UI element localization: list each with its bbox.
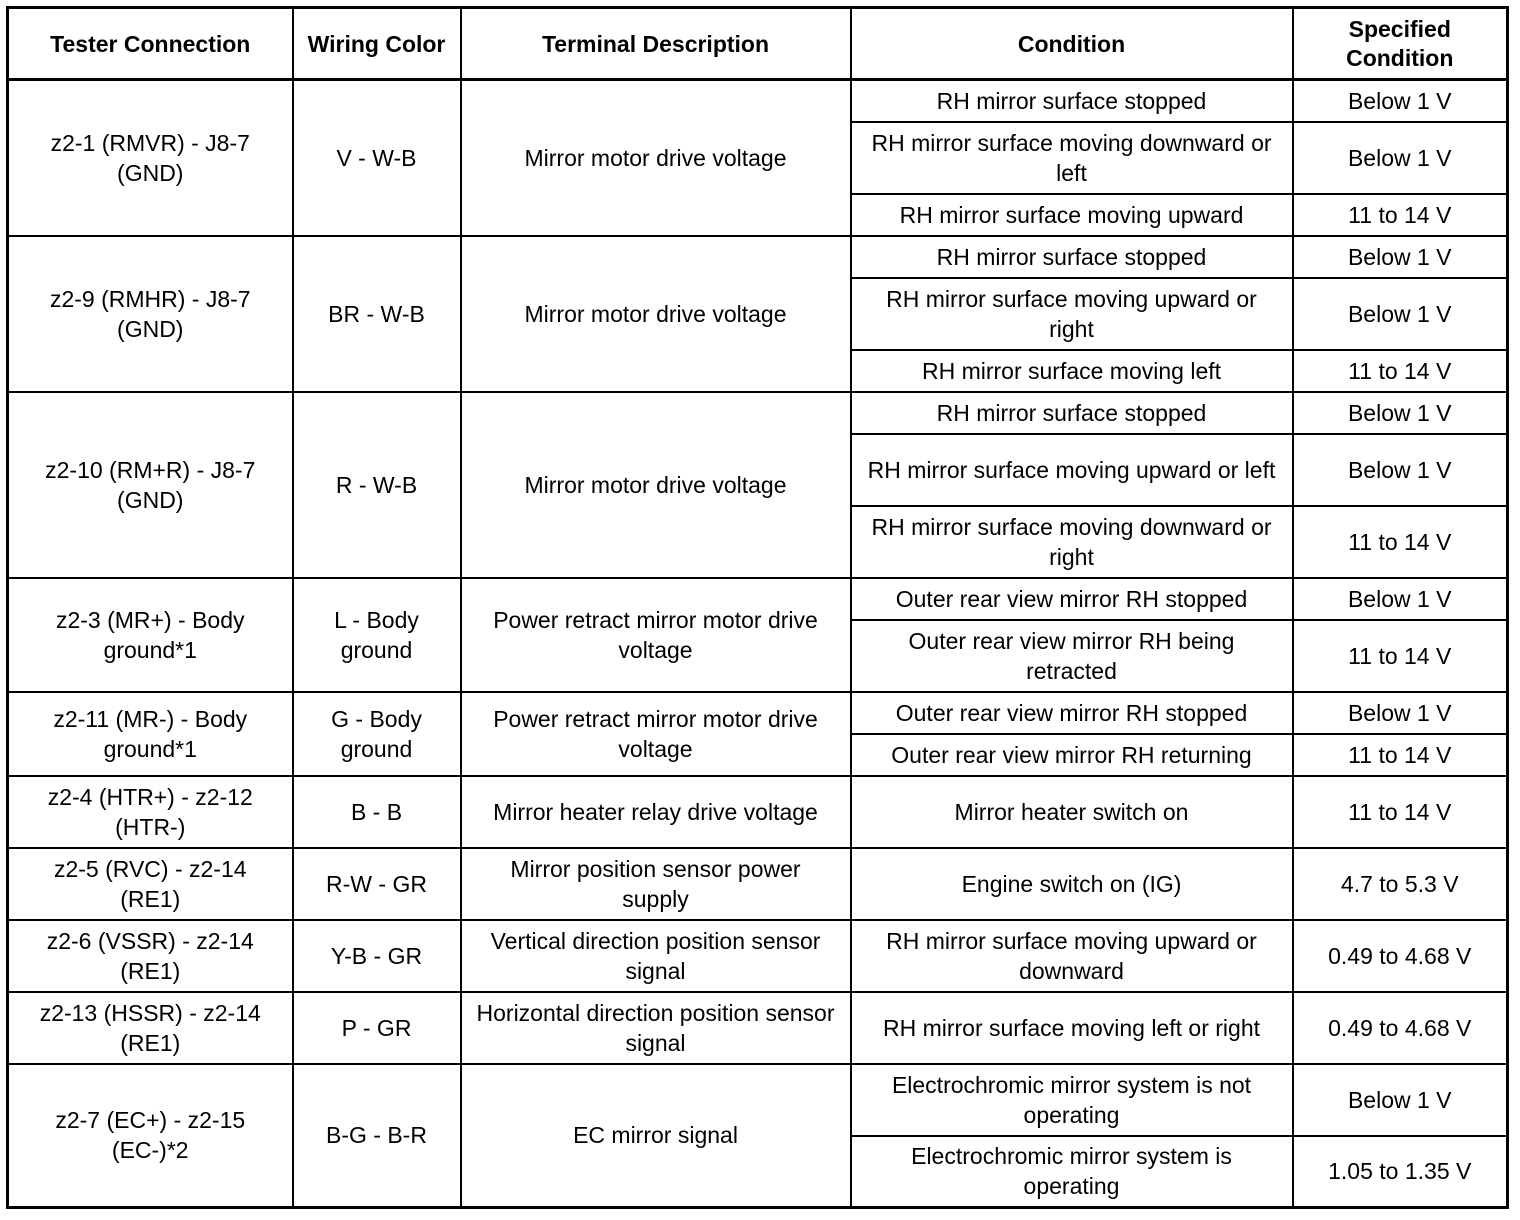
header-row <box>8 8 1508 80</box>
header-wiring-color: Wiring Color <box>293 8 461 80</box>
condition-cell: RH mirror surface moving left or right <box>851 992 1293 1064</box>
specified-condition-cell: Below 1 V <box>1293 578 1508 620</box>
terminal-description-cell: Power retract mirror motor drive voltage <box>461 692 851 776</box>
specified-condition-cell: 11 to 14 V <box>1293 350 1508 392</box>
table-row <box>8 992 1508 1064</box>
condition-cell: RH mirror surface stopped <box>851 392 1293 434</box>
header-tester-connection: Tester Connection <box>8 8 293 80</box>
condition-cell: RH mirror surface stopped <box>851 80 1293 122</box>
specified-condition-cell: 0.49 to 4.68 V <box>1293 992 1508 1064</box>
table-row <box>8 80 1508 122</box>
condition-cell: Outer rear view mirror RH stopped <box>851 692 1293 734</box>
table-header <box>8 8 1508 80</box>
header-specified-condition: Specified Condition <box>1293 8 1508 80</box>
tester-connection-cell: z2-3 (MR+) - Body ground*1 <box>8 578 293 692</box>
tester-connection-cell: z2-11 (MR-) - Body ground*1 <box>8 692 293 776</box>
terminal-description-cell: Power retract mirror motor drive voltage <box>461 578 851 692</box>
wiring-color-cell: G - Body ground <box>293 692 461 776</box>
table-row <box>8 692 1508 734</box>
wiring-color-cell: V - W-B <box>293 80 461 236</box>
specified-condition-cell: 11 to 14 V <box>1293 194 1508 236</box>
condition-cell: RH mirror surface moving upward <box>851 194 1293 236</box>
wiring-color-cell: B - B <box>293 776 461 848</box>
specified-condition-cell: 1.05 to 1.35 V <box>1293 1136 1508 1208</box>
tester-connection-cell: z2-9 (RMHR) - J8-7 (GND) <box>8 236 293 392</box>
wiring-color-cell: R - W-B <box>293 392 461 578</box>
table-row <box>8 578 1508 620</box>
condition-cell: RH mirror surface moving downward or right <box>851 506 1293 578</box>
terminal-description-cell: Horizontal direction position sensor signal <box>461 992 851 1064</box>
tester-connection-cell: z2-7 (EC+) - z2-15 (EC-)*2 <box>8 1064 293 1208</box>
table-row <box>8 776 1508 848</box>
condition-cell: Engine switch on (IG) <box>851 848 1293 920</box>
condition-cell: Mirror heater switch on <box>851 776 1293 848</box>
wiring-color-cell: L - Body ground <box>293 578 461 692</box>
terminal-description-cell: Mirror motor drive voltage <box>461 392 851 578</box>
tester-connection-cell: z2-5 (RVC) - z2-14 (RE1) <box>8 848 293 920</box>
specified-condition-cell: Below 1 V <box>1293 1064 1508 1136</box>
terminal-description-cell: Mirror heater relay drive voltage <box>461 776 851 848</box>
table-row <box>8 920 1508 992</box>
specified-condition-cell: Below 1 V <box>1293 278 1508 350</box>
header-terminal-description: Terminal Description <box>461 8 851 80</box>
table-row <box>8 1064 1508 1136</box>
wiring-color-cell: Y-B - GR <box>293 920 461 992</box>
condition-cell: RH mirror surface moving left <box>851 350 1293 392</box>
specified-condition-cell: Below 1 V <box>1293 434 1508 506</box>
terminal-description-cell: Mirror motor drive voltage <box>461 236 851 392</box>
tester-connection-cell: z2-6 (VSSR) - z2-14 (RE1) <box>8 920 293 992</box>
specified-condition-cell: 11 to 14 V <box>1293 506 1508 578</box>
specified-condition-cell: 11 to 14 V <box>1293 776 1508 848</box>
table-row <box>8 848 1508 920</box>
condition-cell: RH mirror surface moving downward or left <box>851 122 1293 194</box>
tester-connection-cell: z2-13 (HSSR) - z2-14 (RE1) <box>8 992 293 1064</box>
condition-cell: Outer rear view mirror RH being retracted <box>851 620 1293 692</box>
specified-condition-cell: Below 1 V <box>1293 80 1508 122</box>
condition-cell: Electrochromic mirror system is not operating <box>851 1064 1293 1136</box>
specified-condition-cell: Below 1 V <box>1293 122 1508 194</box>
condition-cell: RH mirror surface moving upward or left <box>851 434 1293 506</box>
table-row <box>8 392 1508 434</box>
terminal-specification-table <box>6 6 1509 1209</box>
terminal-description-cell: Mirror position sensor power supply <box>461 848 851 920</box>
specified-condition-cell: 11 to 14 V <box>1293 734 1508 776</box>
condition-cell: Electrochromic mirror system is operating <box>851 1136 1293 1208</box>
specified-condition-cell: 4.7 to 5.3 V <box>1293 848 1508 920</box>
terminal-description-cell: Mirror motor drive voltage <box>461 80 851 236</box>
wiring-color-cell: BR - W-B <box>293 236 461 392</box>
specified-condition-cell: 11 to 14 V <box>1293 620 1508 692</box>
specified-condition-cell: 0.49 to 4.68 V <box>1293 920 1508 992</box>
condition-cell: Outer rear view mirror RH returning <box>851 734 1293 776</box>
tester-connection-cell: z2-10 (RM+R) - J8-7 (GND) <box>8 392 293 578</box>
specified-condition-cell: Below 1 V <box>1293 692 1508 734</box>
specified-condition-cell: Below 1 V <box>1293 392 1508 434</box>
wiring-color-cell: P - GR <box>293 992 461 1064</box>
terminal-description-cell: Vertical direction position sensor signal <box>461 920 851 992</box>
condition-cell: RH mirror surface moving upward or downward <box>851 920 1293 992</box>
terminal-description-cell: EC mirror signal <box>461 1064 851 1208</box>
table-row <box>8 236 1508 278</box>
tester-connection-cell: z2-4 (HTR+) - z2-12 (HTR-) <box>8 776 293 848</box>
condition-cell: RH mirror surface stopped <box>851 236 1293 278</box>
table-body <box>8 80 1508 1208</box>
wiring-color-cell: B-G - B-R <box>293 1064 461 1208</box>
wiring-color-cell: R-W - GR <box>293 848 461 920</box>
condition-cell: RH mirror surface moving upward or right <box>851 278 1293 350</box>
header-condition: Condition <box>851 8 1293 80</box>
condition-cell: Outer rear view mirror RH stopped <box>851 578 1293 620</box>
tester-connection-cell: z2-1 (RMVR) - J8-7 (GND) <box>8 80 293 236</box>
specified-condition-cell: Below 1 V <box>1293 236 1508 278</box>
